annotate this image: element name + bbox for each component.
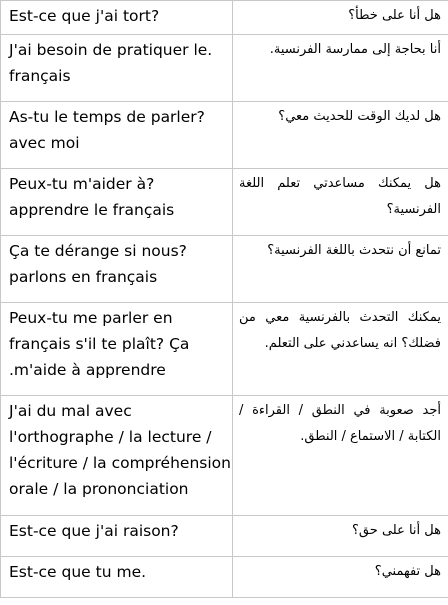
french-phrase-cell xyxy=(1,396,233,516)
french-phrase-line: Est-ce que tu me. xyxy=(9,563,147,581)
arabic-translation-text: هل أنا على خطأ؟ xyxy=(348,8,441,23)
table-row xyxy=(1,236,448,303)
french-phrase-line: Est-ce que j'ai raison? xyxy=(9,522,179,540)
french-phrase-line: parlons en français xyxy=(9,268,158,286)
french-phrase-line: orale / la prononciation xyxy=(9,480,189,498)
arabic-translation-text: هل تفهمني؟ xyxy=(374,564,441,579)
arabic-translation-cell xyxy=(233,35,448,102)
french-phrase-cell xyxy=(1,557,233,598)
french-phrase-line: l'orthographe / la lecture / xyxy=(9,428,212,446)
french-phrase-cell xyxy=(1,516,233,557)
french-phrase-line: Peux-tu m'aider à? xyxy=(9,175,155,193)
arabic-translation-text: أجد صعوبة في النطق / القراءة / الكتابة / الاستماع / النطق. xyxy=(239,403,441,444)
arabic-translation-cell xyxy=(233,396,448,516)
french-phrase-line: apprendre le français xyxy=(9,201,175,219)
french-phrase-line: Est-ce que j'ai tort? xyxy=(9,7,160,25)
french-phrase-line: français s'il te plaît? Ça xyxy=(9,335,190,353)
arabic-translation-text: تمانع أن نتحدث باللغة الفرنسية؟ xyxy=(267,243,441,258)
arabic-translation-text: هل لديك الوقت للحديث معي؟ xyxy=(278,109,441,124)
arabic-translation-cell xyxy=(233,303,448,396)
arabic-translation-text: هل أنا على حق؟ xyxy=(352,523,441,538)
table-row xyxy=(1,169,448,236)
table-row xyxy=(1,557,448,598)
arabic-translation-text: هل يمكنك مساعدتي تعلم اللغة الفرنسية؟ xyxy=(239,176,441,217)
french-phrase-line: Ça te dérange si nous? xyxy=(9,242,187,260)
arabic-translation-cell xyxy=(233,102,448,169)
arabic-translation-cell xyxy=(233,236,448,303)
arabic-translation-cell xyxy=(233,557,448,598)
arabic-translation-text: أنا بحاجة إلى ممارسة الفرنسية. xyxy=(269,42,441,57)
arabic-translation-cell xyxy=(233,516,448,557)
table-row xyxy=(1,303,448,396)
french-phrase-cell xyxy=(1,169,233,236)
arabic-translation-cell xyxy=(233,169,448,236)
french-phrase-line: l'écriture / la compréhension xyxy=(9,454,231,472)
french-phrase-line: J'ai du mal avec xyxy=(9,402,132,420)
french-phrase-line: As-tu le temps de parler? xyxy=(9,108,205,126)
french-phrase-cell xyxy=(1,35,233,102)
french-phrase-cell xyxy=(1,102,233,169)
french-phrase-line: Peux-tu me parler en xyxy=(9,309,173,327)
table-row xyxy=(1,102,448,169)
french-phrase-cell xyxy=(1,1,233,35)
french-phrase-line: français xyxy=(9,67,71,85)
french-phrase-line: avec moi xyxy=(9,134,80,152)
table-row xyxy=(1,1,448,35)
arabic-translation-text: يمكنك التحدث بالفرنسية معي من فضلك؟ انه يساعدني على التعلم. xyxy=(239,310,441,351)
french-phrase-line: .m'aide à apprendre xyxy=(9,361,166,379)
french-phrase-cell xyxy=(1,236,233,303)
french-phrase-line: J'ai besoin de pratiquer le. xyxy=(9,41,213,59)
table-row xyxy=(1,35,448,102)
arabic-translation-cell xyxy=(233,1,448,35)
table-row xyxy=(1,396,448,516)
table-row xyxy=(1,516,448,557)
french-phrase-cell xyxy=(1,303,233,396)
